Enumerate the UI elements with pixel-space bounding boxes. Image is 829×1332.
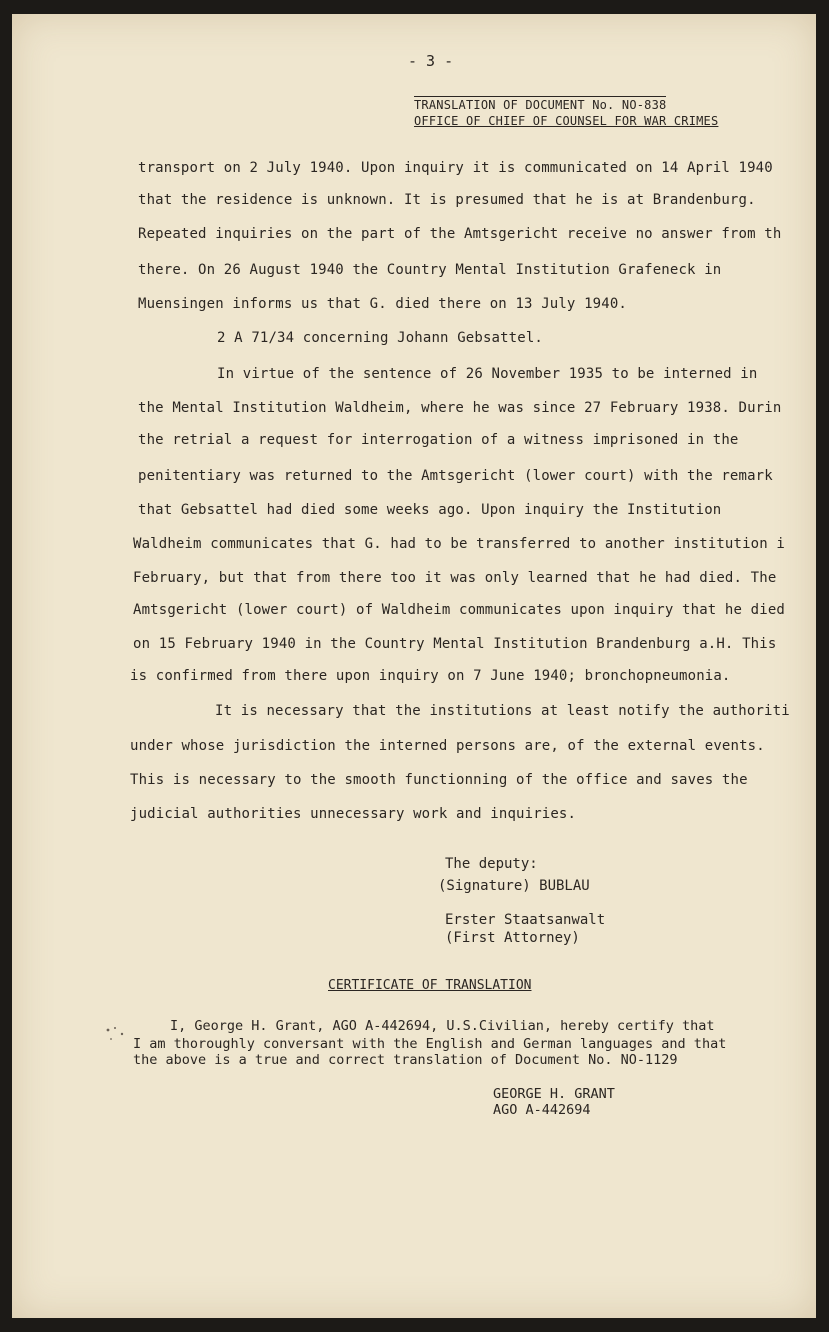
body-line: Muensingen informs us that G. died there on 13 July 1940.	[138, 296, 627, 312]
certificate-title: CERTIFICATE OF TRANSLATION	[328, 978, 532, 993]
body-line: penitentiary was returned to the Amtsgericht (lower court) with the remark	[138, 468, 773, 484]
body-line: Repeated inquiries on the part of the Amtsgericht receive no answer from th	[138, 226, 782, 242]
page-number: - 3 -	[408, 52, 454, 70]
body-line: Waldheim communicates that G. had to be transferred to another institution i	[133, 536, 785, 552]
body-line: there. On 26 August 1940 the Country Mental Institution Grafeneck in	[138, 262, 722, 278]
signature-name: (Signature) BUBLAU	[438, 878, 590, 894]
certificate-line: I, George H. Grant, AGO A-442694, U.S.Civilian, hereby certify that	[170, 1018, 715, 1034]
translator-ago: AGO A-442694	[493, 1102, 591, 1118]
body-line: under whose jurisdiction the interned persons are, of the external events.	[130, 738, 765, 754]
body-line: It is necessary that the institutions at least notify the authoriti	[215, 703, 790, 719]
translator-name: GEORGE H. GRANT	[493, 1086, 615, 1102]
certificate-line: the above is a true and correct translation of Document No. NO-1129	[133, 1052, 678, 1068]
body-line: the Mental Institution Waldheim, where he was since 27 February 1938. Durin	[138, 400, 782, 416]
body-line: that the residence is unknown. It is presumed that he is at Brandenburg.	[138, 192, 756, 208]
translation-header-line2: OFFICE OF CHIEF OF COUNSEL FOR WAR CRIMES	[414, 114, 719, 128]
body-line: the retrial a request for interrogation of a witness imprisoned in the	[138, 432, 739, 448]
body-line: is confirmed from there upon inquiry on 7 June 1940; bronchopneumonia.	[130, 668, 731, 684]
body-line: judicial authorities unnecessary work and inquiries.	[130, 806, 577, 822]
ink-smudge	[100, 1020, 130, 1048]
body-line: February, but that from there too it was only learned that he had died. The	[133, 570, 777, 586]
signature-title-german: Erster Staatsanwalt	[445, 912, 606, 928]
body-line: that Gebsattel had died some weeks ago. Upon inquiry the Institution	[138, 502, 722, 518]
case-reference: 2 A 71/34 concerning Johann Gebsattel.	[217, 330, 543, 346]
body-line: In virtue of the sentence of 26 November 1935 to be interned in	[217, 366, 758, 382]
signature-deputy: The deputy:	[445, 856, 538, 872]
body-line: This is necessary to the smooth functionning of the office and saves the	[130, 772, 748, 788]
body-line: on 15 February 1940 in the Country Mental Institution Brandenburg a.H. This	[133, 636, 777, 652]
document-page	[12, 14, 816, 1318]
translation-header-line1: TRANSLATION OF DOCUMENT No. NO-838	[414, 98, 667, 112]
body-line: transport on 2 July 1940. Upon inquiry it is communicated on 14 April 1940	[138, 160, 773, 176]
body-line: Amtsgericht (lower court) of Waldheim communicates upon inquiry that he died	[133, 602, 785, 618]
certificate-line: I am thoroughly conversant with the English and German languages and that	[133, 1036, 727, 1052]
signature-title-english: (First Attorney)	[445, 930, 580, 946]
